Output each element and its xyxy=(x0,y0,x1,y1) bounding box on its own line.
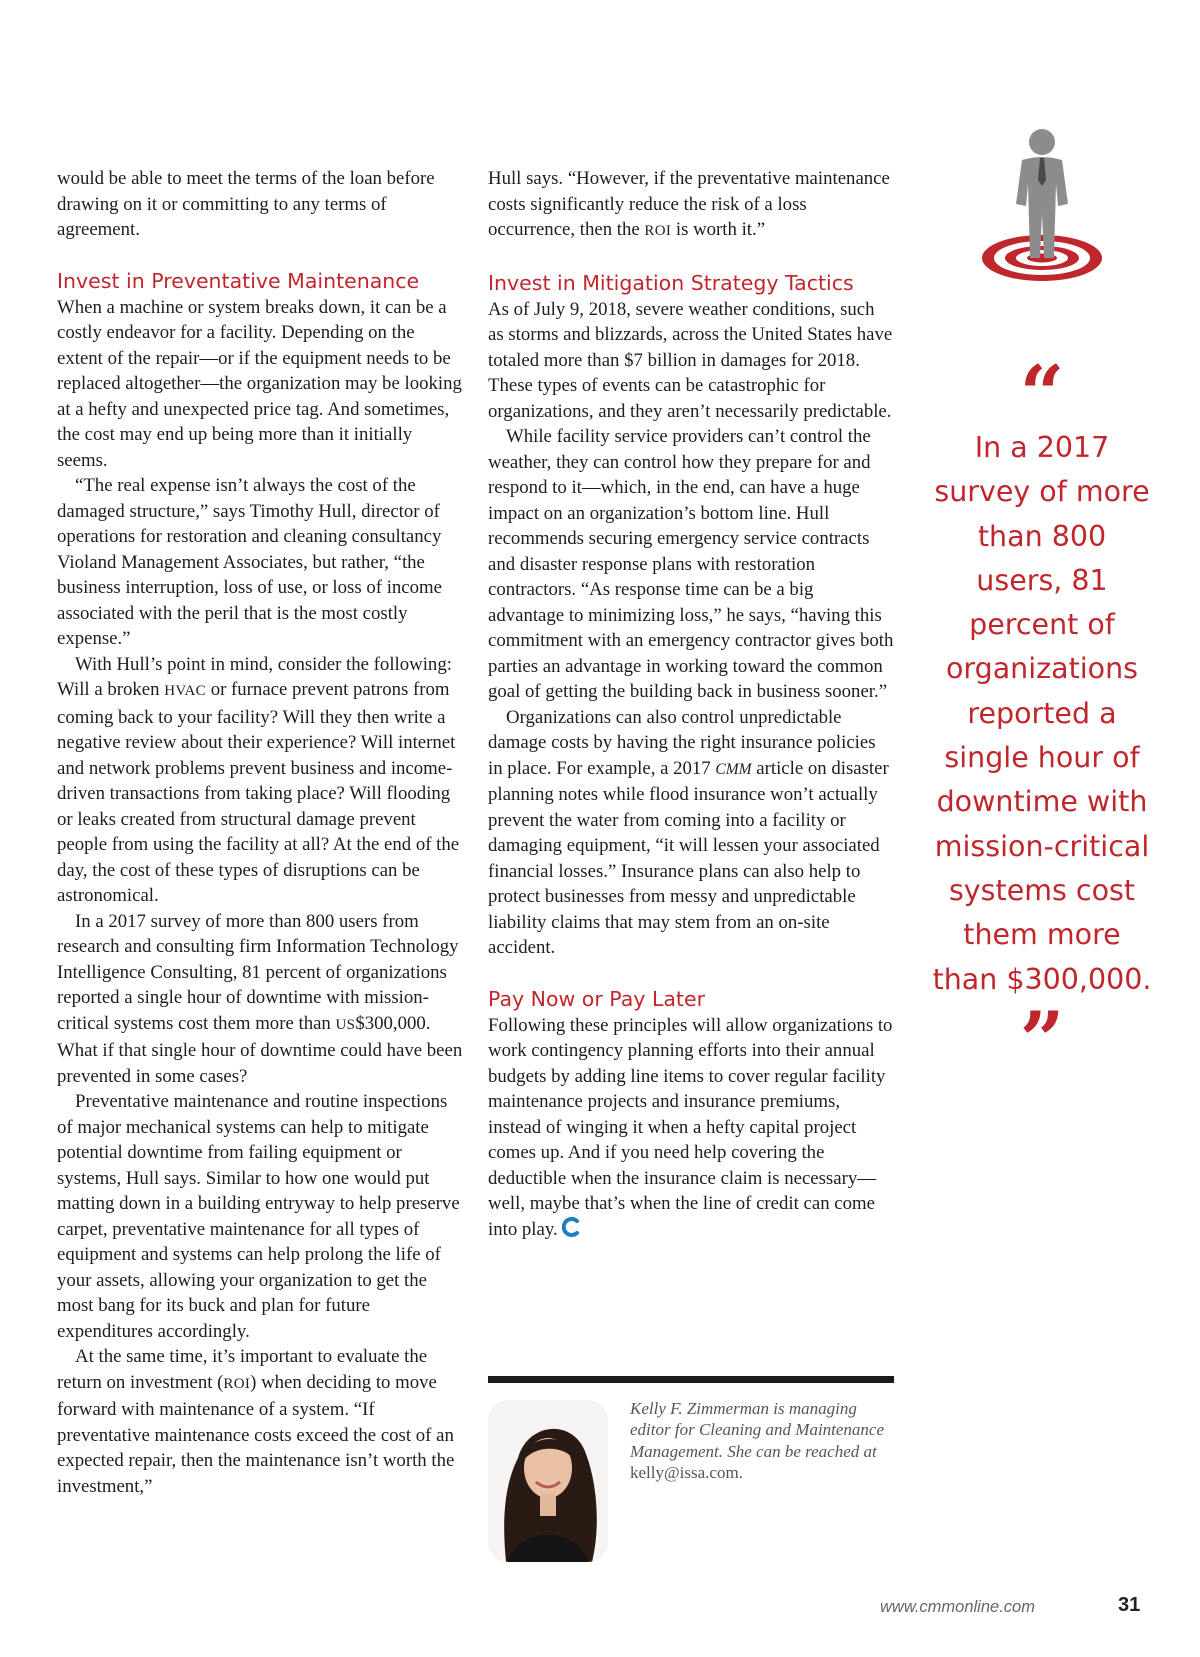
paragraph: Following these principles will allow organizations to work contingency planning efforts into their annual budgets by adding line items to cover regular facility maintenance projects and insurance premiums, instead of winging it when a hefty capital project comes up. And if you need help covering the deductible when the insurance claim is necessary—well, maybe that’s when the line of credit can come into play. xyxy=(488,1013,894,1245)
currency-prefix: US xyxy=(335,1016,356,1033)
author-bio: Kelly F. Zimmerman is managing editor for Cleaning and Maintenance Management. She can be reached at kelly@issa.com. xyxy=(630,1399,885,1482)
acronym-roi: ROI xyxy=(644,223,672,239)
paragraph: At the same time, it’s important to evaluate the return on investment (ROI) when deciding to move forward with maintenance of a system. “If preventative maintenance costs exceed the cost of an expected repair, then the maintenance isn’t worth the investment,” xyxy=(57,1346,455,1497)
paragraph: As of July 9, 2018, severe weather conditions, such as storms and blizzards, across the United States have totaled more than $7 billion in damages for 2018. These types of events can be catastrophic for organizations, and they aren’t necessarily predictable. xyxy=(488,298,893,422)
article-column-middle xyxy=(488,166,894,1244)
paragraph: In a 2017 survey of more than 800 users from research and consulting firm Information Technology Intelligence Consulting, 81 percent of organizations reported a single hour of downtime with mission-critical systems cost them more than US$300,000. What if that single hour of downtime could have been prevented in some cases? xyxy=(57,910,463,1087)
column-intro-text: Hull says. “However, if the preventative maintenance costs significantly reduce the risk of a loss occurrence, then the ROI is worth it.” xyxy=(488,168,890,240)
paragraph: When a machine or system breaks down, it can be a costly endeavor for a facility. Depending on the extent of the repair—or if the equipment needs to be replaced altogether—the organization may be looking at a hefty and unexpected price tag. And sometimes, the cost may end up being more than it initially seems. xyxy=(57,296,462,471)
article-column-left xyxy=(57,166,463,1499)
column-intro-text: would be able to meet the terms of the loan before drawing on it or committing to any terms of agreement. xyxy=(57,168,435,240)
pull-quote-text: In a 2017 survey of more than 800 users, 81 percent of organizations reported a single hour of downtime with mission-critical systems cost them more than $300,000. xyxy=(932,431,1152,996)
acronym-roi: ROI xyxy=(223,1375,251,1392)
section-heading-preventative-maintenance: Invest in Preventative Maintenance xyxy=(57,268,420,293)
section-heading-mitigation-strategy: Invest in Mitigation Strategy Tactics xyxy=(488,270,854,295)
author-email[interactable]: kelly@issa.com. xyxy=(630,1462,743,1482)
open-quote-mark: “ xyxy=(1019,349,1065,440)
author-photo xyxy=(488,1400,608,1562)
page-number: 31 xyxy=(1118,1594,1141,1616)
paragraph: Preventative maintenance and routine inspections of major mechanical systems can help to mitigate potential downtime from failing equipment or systems, Hull says. Similar to how one would put matting down in a building entryway to help preserve carpet, preventative maintenance for all types of equipment and systems can help prolong the life of your assets, allowing your organization to get the most bang for its buck and plan for future expenditures accordingly. xyxy=(57,1091,460,1342)
paragraph: While facility service providers can’t control the weather, they can control how they prepare for and respond to it—which, in the end, can have a huge impact on an organization’s bottom line. Hull recommends securing emergency service contracts and disaster response plans with restoration contractors. “As response time can be a big advantage to minimizing loss,” he says, “having this commitment with an emergency contractor gives both parties an advantage in working toward the common goal of getting the building back in business sooner.” xyxy=(488,426,894,702)
footer-url[interactable]: www.cmmonline.com xyxy=(880,1598,1035,1616)
author-divider xyxy=(488,1376,894,1383)
paragraph: “The real expense isn’t always the cost of the damaged structure,” says Timothy Hull, director of operations for restoration and cleaning consultancy Violand Management Associates, but rather, “the business interruption, loss of use, or loss of income associated with the peril that is the most costly expense.” xyxy=(57,475,442,649)
magazine-abbreviation: CMM xyxy=(715,760,752,778)
person-on-target-icon xyxy=(970,128,1110,288)
acronym-hvac: HVAC xyxy=(164,683,206,699)
pull-quote xyxy=(932,349,1152,1086)
end-of-article-icon xyxy=(562,1217,580,1245)
close-quote-mark: ” xyxy=(1019,994,1065,1086)
section-heading-pay-now-or-later: Pay Now or Pay Later xyxy=(488,986,706,1011)
paragraph: With Hull’s point in mind, consider the following: Will a broken HVAC or furnace prevent patrons from coming back to your facility? Will they then write a negative review about their experience? Will internet and network problems prevent business and income-driven transactions from taking place? Will flooding or leaks created from structural damage prevent people from using the facility at all? At the end of the day, the cost of these types of disruptions can be astronomical. xyxy=(57,653,460,906)
paragraph: Organizations can also control unpredictable damage costs by having the right insurance policies in place. For example, a 2017 CMM article on disaster planning notes while flood insurance won’t actually prevent the water from coming into a facility or damaging equipment, “it will lessen your associated financial losses.” Insurance plans can also help to protect businesses from messy and unpredictable liability claims that may stem from an on-site accident. xyxy=(488,706,889,958)
